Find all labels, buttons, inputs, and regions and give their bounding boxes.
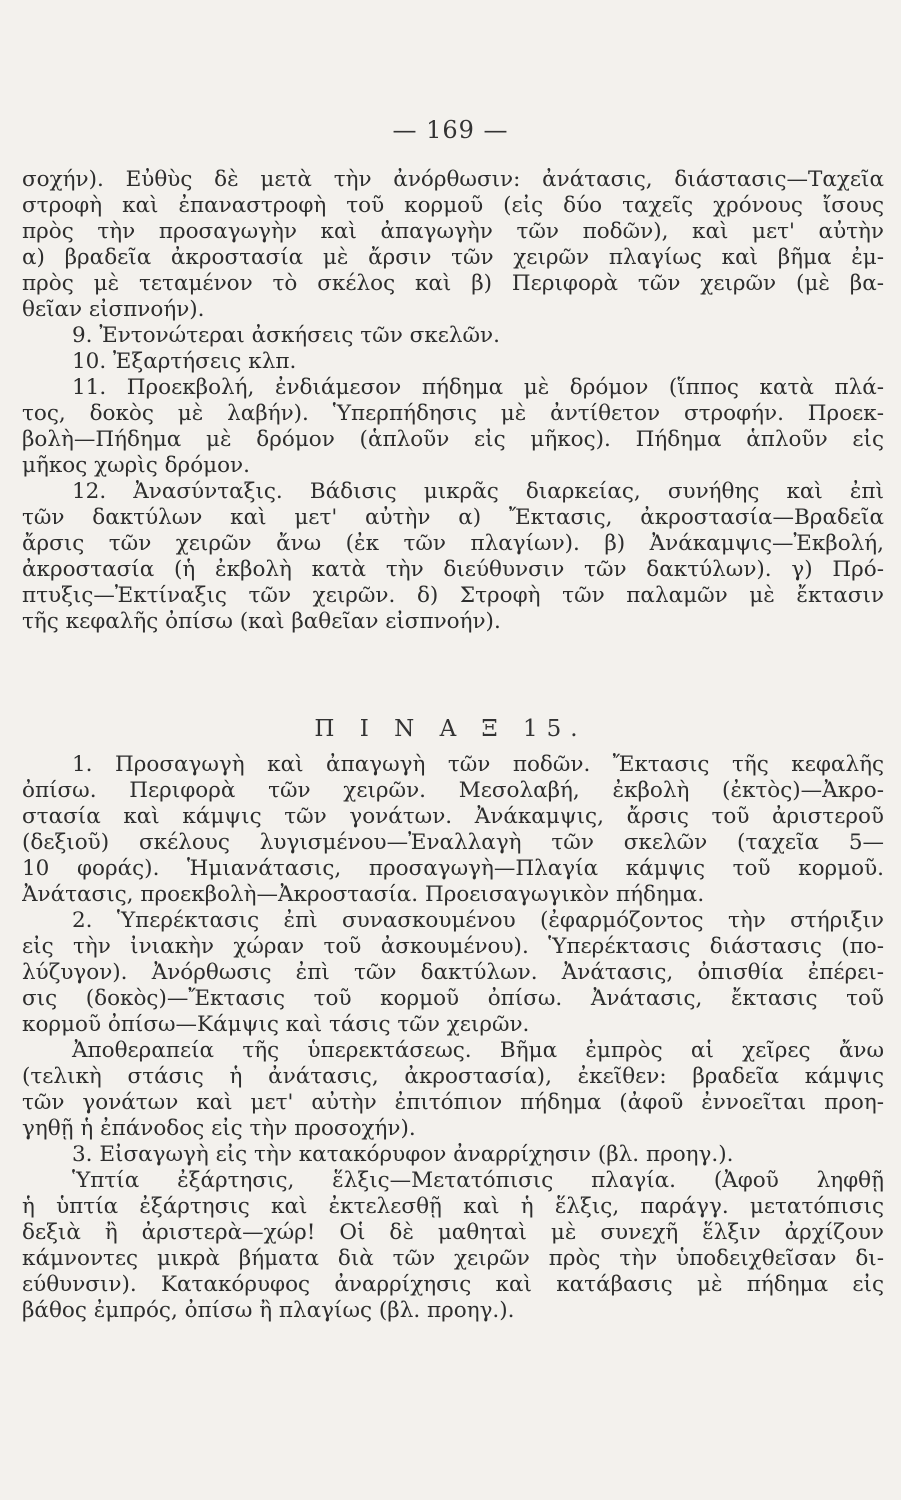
text-line: α) βραδεῖα ἀκροστασία μὲ ἄρσιν τῶν χειρῶν πλαγίως καὶ βῆμα ἐμ- [22,245,884,270]
text-line: κορμοῦ ὀπίσω—Κάμψις καὶ τάσις τῶν χειρῶν. [22,1012,530,1037]
text-line: δεξιὰ ἢ ἀριστερὰ—χώρ! Οἱ δὲ μαθηταὶ μὲ συνεχῆ ἕλξιν ἀρχίζουν [22,1220,884,1245]
text-line: Ἀποθεραπεία τῆς ὑπερεκτάσεως. Βῆμα ἐμπρὸς αἱ χεῖρες ἄνω [72,1038,884,1063]
text-line: στροφὴ καὶ ἐπαναστροφὴ τοῦ κορμοῦ (εἰς δύο ταχεῖς χρόνους ἴσους [22,193,884,218]
text-line: πρὸς τὴν προσαγωγὴν καὶ ἀπαγωγὴν τῶν ποδῶν), καὶ μετ' αὐτὴν [22,219,884,244]
bottom-text-block [22,752,884,1324]
text-line: πρὸς μὲ τεταμένον τὸ σκέλος καὶ β) Περιφορὰ τῶν χειρῶν (μὲ βα- [22,271,884,296]
text-line: τος, δοκὸς μὲ λαβήν). Ὑπερπήδησις μὲ ἀντίθετον στροφήν. Προεκ- [22,401,884,426]
text-line: τῶν δακτύλων καὶ μετ' αὐτὴν α) Ἔκτασις, ἀκροστασία—Βραδεῖα [22,505,884,530]
text-line: σις (δοκὸς)—Ἔκτασις τοῦ κορμοῦ ὀπίσω. Ἀνάτασις, ἔκτασις τοῦ [22,986,884,1011]
section-heading: Π Ι Ν Α Ξ 15. [314,716,587,742]
text-line: γηθῇ ἡ ἐπάνοδος εἰς τὴν προσοχήν). [22,1116,416,1141]
text-line: ἡ ὑπτία ἐξάρτησις καὶ ἐκτελεσθῇ καὶ ἡ ἕλξις, παράγγ. μετατόπισις [22,1194,884,1219]
exercise-item-12: 12. Ἀνασύνταξις. Βάδισις μικρᾶς διαρκείας, συνήθης καὶ ἐπὶ [72,479,884,504]
text-line: τῶν γονάτων καὶ μετ' αὐτὴν ἐπιτόπιον πήδημα (ἀφοῦ ἐννοεῖται προη- [22,1090,884,1115]
text-line: Ὑπτία ἐξάρτησις, ἕλξις—Μετατόπισις πλαγία. (Ἀφοῦ ληφθῇ [72,1168,884,1193]
text-line: εἰς τὴν ἰνιακὴν χώραν τοῦ ἀσκουμένου). Ὑπερέκτασις διάστασις (πο- [22,934,884,959]
text-line: βολὴ—Πήδημα μὲ δρόμον (ἁπλοῦν εἰς μῆκος). Πήδημα ἁπλοῦν εἰς [22,427,884,452]
exercise-item-11: 11. Προεκβολή, ἐνδιάμεσον πήδημα μὲ δρόμον (ἵππος κατὰ πλά- [72,375,884,400]
page-number: — 169 — [392,116,509,144]
text-line: ὀπίσω. Περιφορὰ τῶν χειρῶν. Μεσολαβή, ἐκβολὴ (ἐκτὸς)—Ἀκρο- [22,778,884,803]
text-line: βάθος ἐμπρός, ὀπίσω ἢ πλαγίως (βλ. προηγ.). [22,1298,515,1323]
text-line: εύθυνσιν). Κατακόρυφος ἀναρρίχησις καὶ κατάβασις μὲ πήδημα εἰς [22,1272,884,1297]
text-line: στασία καὶ κάμψις τῶν γονάτων. Ἀνάκαμψις, ἄρσις τοῦ ἀριστεροῦ [22,804,884,829]
top-text-block [22,167,884,635]
text-line: σοχήν). Εὐθὺς δὲ μετὰ τὴν ἀνόρθωσιν: ἀνάτασις, διάστασις—Ταχεῖα [22,167,884,192]
text-line: (τελικὴ στάσις ἡ ἀνάτασις, ἀκροστασία), ἐκεῖθεν: βραδεῖα κάμψις [22,1064,884,1089]
text-line: ἄρσις τῶν χειρῶν ἄνω (ἐκ τῶν πλαγίων). β) Ἀνάκαμψις—Ἐκβολή, [22,531,884,556]
text-line: μῆκος χωρὶς δρόμον. [22,453,250,478]
text-line: (δεξιοῦ) σκέλους λυγισμένου—Ἐναλλαγὴ τῶν σκελῶν (ταχεῖα 5— [22,830,884,855]
text-line: 10 φοράς). Ἡμιανάτασις, προσαγωγὴ—Πλαγία κάμψις τοῦ κορμοῦ. [22,856,884,881]
text-line: πτυξις—Ἐκτίναξις τῶν χειρῶν. δ) Στροφὴ τῶν παλαμῶν μὲ ἔκτασιν [22,583,884,608]
exercise-item-9: 9. Ἐντονώτεραι ἀσκήσεις τῶν σκελῶν. [72,323,500,348]
text-line: κάμνοντες μικρὰ βήματα διὰ τῶν χειρῶν πρὸς τὴν ὑποδειχθεῖσαν δι- [22,1246,884,1271]
exercise-item-3: 3. Εἰσαγωγὴ εἰς τὴν κατακόρυφον ἀναρρίχησιν (βλ. προηγ.). [72,1142,734,1167]
text-line: Ἀνάτασις, προεκβολὴ—Ἀκροστασία. Προεισαγωγικὸν πήδημα. [22,882,705,907]
text-line: τῆς κεφαλῆς ὀπίσω (καὶ βαθεῖαν εἰσπνοήν). [22,609,501,634]
text-line: θεῖαν εἰσπνοήν). [22,297,205,322]
exercise-item-1: 1. Προσαγωγὴ καὶ ἀπαγωγὴ τῶν ποδῶν. Ἔκτασις τῆς κεφαλῆς [72,752,884,777]
exercise-item-2: 2. Ὑπερέκτασις ἐπὶ συνασκουμένου (ἐφαρμόζοντος τὴν στήριξιν [72,908,884,933]
text-line: λύζυγον). Ἀνόρθωσις ἐπὶ τῶν δακτύλων. Ἀνάτασις, ὀπισθία ἐπέρει- [22,960,884,985]
exercise-item-10: 10. Ἐξαρτήσεις κλπ. [72,349,297,374]
text-line: ἀκροστασία (ἡ ἐκβολὴ κατὰ τὴν διεύθυνσιν τῶν δακτύλων). γ) Πρό- [22,557,884,582]
